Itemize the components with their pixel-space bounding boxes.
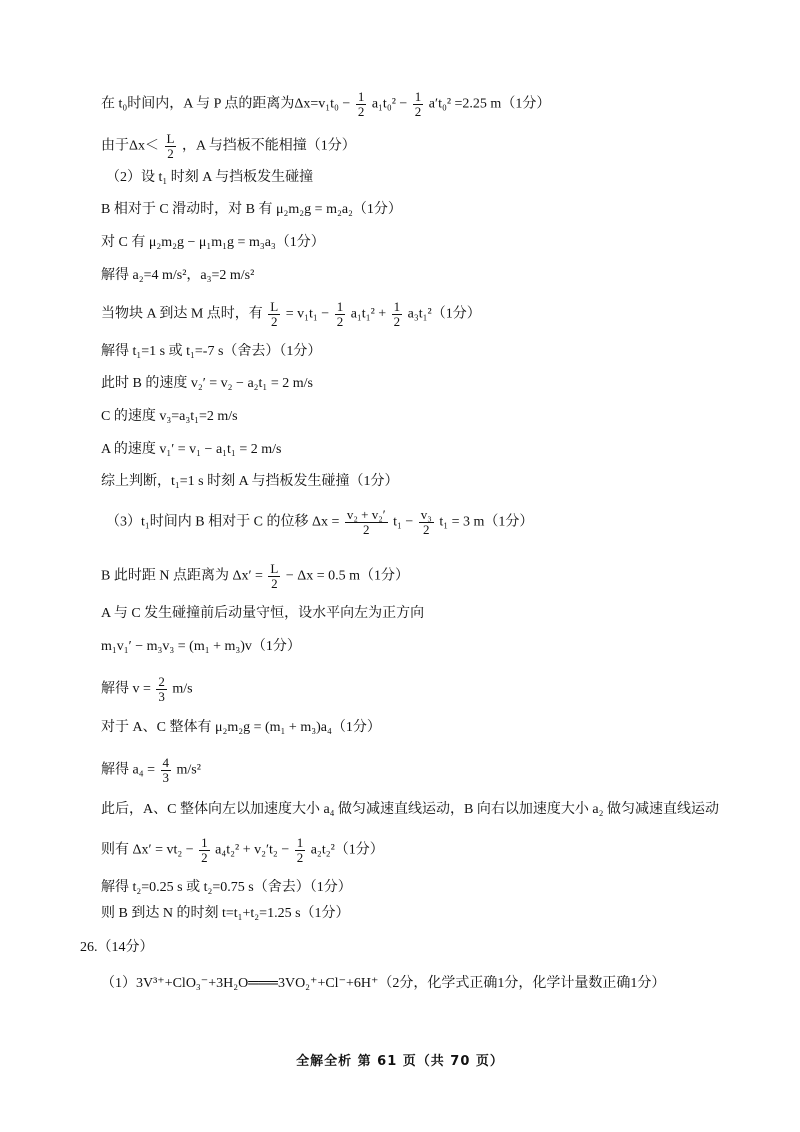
fraction: $\frac{\text{v₂ + v₂′}}{2}$ (346, 507, 386, 537)
solution-line: A 与 C 发生碰撞前后动量守恒，设水平向左为正方向 (101, 606, 425, 621)
fraction: $\frac{1}{2}$ (414, 89, 422, 119)
solution-line: B 相对于 C 滑动时，对 B 有 μ₂m₂g = m₂a₂（1分） (101, 202, 402, 217)
fraction: $\frac{4}{3}$ (162, 755, 169, 785)
solution-line: 解得 v = $\frac{2}{3}$ m/s (101, 674, 193, 704)
solution-line: 则 B 到达 N 的时刻 t=t₁+t₂=1.25 s（1分） (101, 906, 350, 921)
solution-line: m₁v₁′ − m₃v₃ = (m₁ + m₃)v（1分） (101, 639, 301, 654)
solution-line: 此后，A、C 整体向左以加速度大小 a₄ 做匀减速直线运动，B 向右以加速度大小 a₂ 做匀减速直线运动 (101, 802, 719, 817)
solution-line: 综上判断，t₁=1 s 时刻 A 与挡板发生碰撞（1分） (101, 474, 399, 489)
solution-line: 对 C 有 μ₂m₂g − μ₁m₁g = m₃a₃（1分） (101, 235, 325, 250)
fraction: $\frac{\text{v₃}}{2}$ (420, 507, 432, 537)
solution-line: （1）3V³⁺+ClO₃⁻+3H₂O═══3VO₂⁺+Cl⁻+6H⁺（2分，化学式正确1分，化学计量数正确1分） (101, 976, 666, 991)
fraction: $\frac{1}{2}$ (336, 299, 344, 329)
solution-line: A 的速度 v₁′ = v₁ − a₁t₁ = 2 m/s (101, 442, 282, 457)
solution-line: 此时 B 的速度 v₂′ = v₂ − a₂t₁ = 2 m/s (101, 376, 313, 391)
fraction: $\frac{L}{2}$ (166, 131, 175, 161)
solution-line: 解得 t₂=0.25 s 或 t₂=0.75 s（舍去）（1分） (101, 880, 352, 895)
fraction: $\frac{1}{2}$ (296, 835, 304, 865)
solution-line: C 的速度 v₃=a₃t₁=2 m/s (101, 409, 238, 424)
fraction: $\frac{2}{3}$ (158, 674, 165, 704)
solution-line: 对于 A、C 整体有 μ₂m₂g = (m₁ + m₃)a₄（1分） (101, 720, 381, 735)
fraction: $\frac{L}{2}$ (270, 299, 279, 329)
solution-line: 解得 a₄ = $\frac{4}{3}$ m/s² (101, 755, 201, 785)
fraction: $\frac{1}{2}$ (393, 299, 401, 329)
solution-line: 则有 Δx′ = vt₂ − $\frac{1}{2}$ a₄t₂² + v₂′t₂ − $\frac{1}{2}$ a₂t₂²（1分） (101, 835, 384, 865)
solution-line: （2）设 t₁ 时刻 A 与挡板发生碰撞 (106, 170, 314, 185)
solution-line: （3）t₁时间内 B 相对于 C 的位移 Δx = $\frac{\text{v₂ + v₂′}}{2}$ t₁ − $\frac{\text{v₃}}{2}$ t₁ = 3 m（1分） (106, 507, 534, 537)
solution-line: B 此时距 N 点距离为 Δx′ = $\frac{L}{2}$ − Δx = 0.5 m（1分） (101, 561, 410, 591)
solution-line: 当物块 A 到达 M 点时，有 $\frac{L}{2}$ = v₁t₁ − $\frac{1}{2}$ a₁t₁² + $\frac{1}{2}$ a₃t₁²（1分） (101, 299, 481, 329)
solution-line: 在 t₀时间内，A 与 P 点的距离为Δx=v₁t₀ − $\frac{1}{2}$ a₁t₀² − $\frac{1}{2}$ a′t₀² =2.25 m（1分） (101, 89, 551, 119)
solution-line: 由于Δx＜ $\frac{L}{2}$ ，A 与挡板不能相撞（1分） (101, 131, 356, 161)
solution-line: 解得 t₁=1 s 或 t₁=-7 s（舍去）（1分） (101, 344, 322, 359)
page-footer: 全解全析 第 61 页（共 70 页） (296, 1054, 504, 1069)
solution-line: 解得 a₂=4 m/s²，a₃=2 m/s² (101, 268, 255, 283)
fraction: $\frac{1}{2}$ (201, 835, 208, 865)
fraction: $\frac{L}{2}$ (270, 561, 279, 591)
question-heading: 26.（14分） (80, 940, 154, 955)
fraction: $\frac{1}{2}$ (357, 89, 365, 119)
